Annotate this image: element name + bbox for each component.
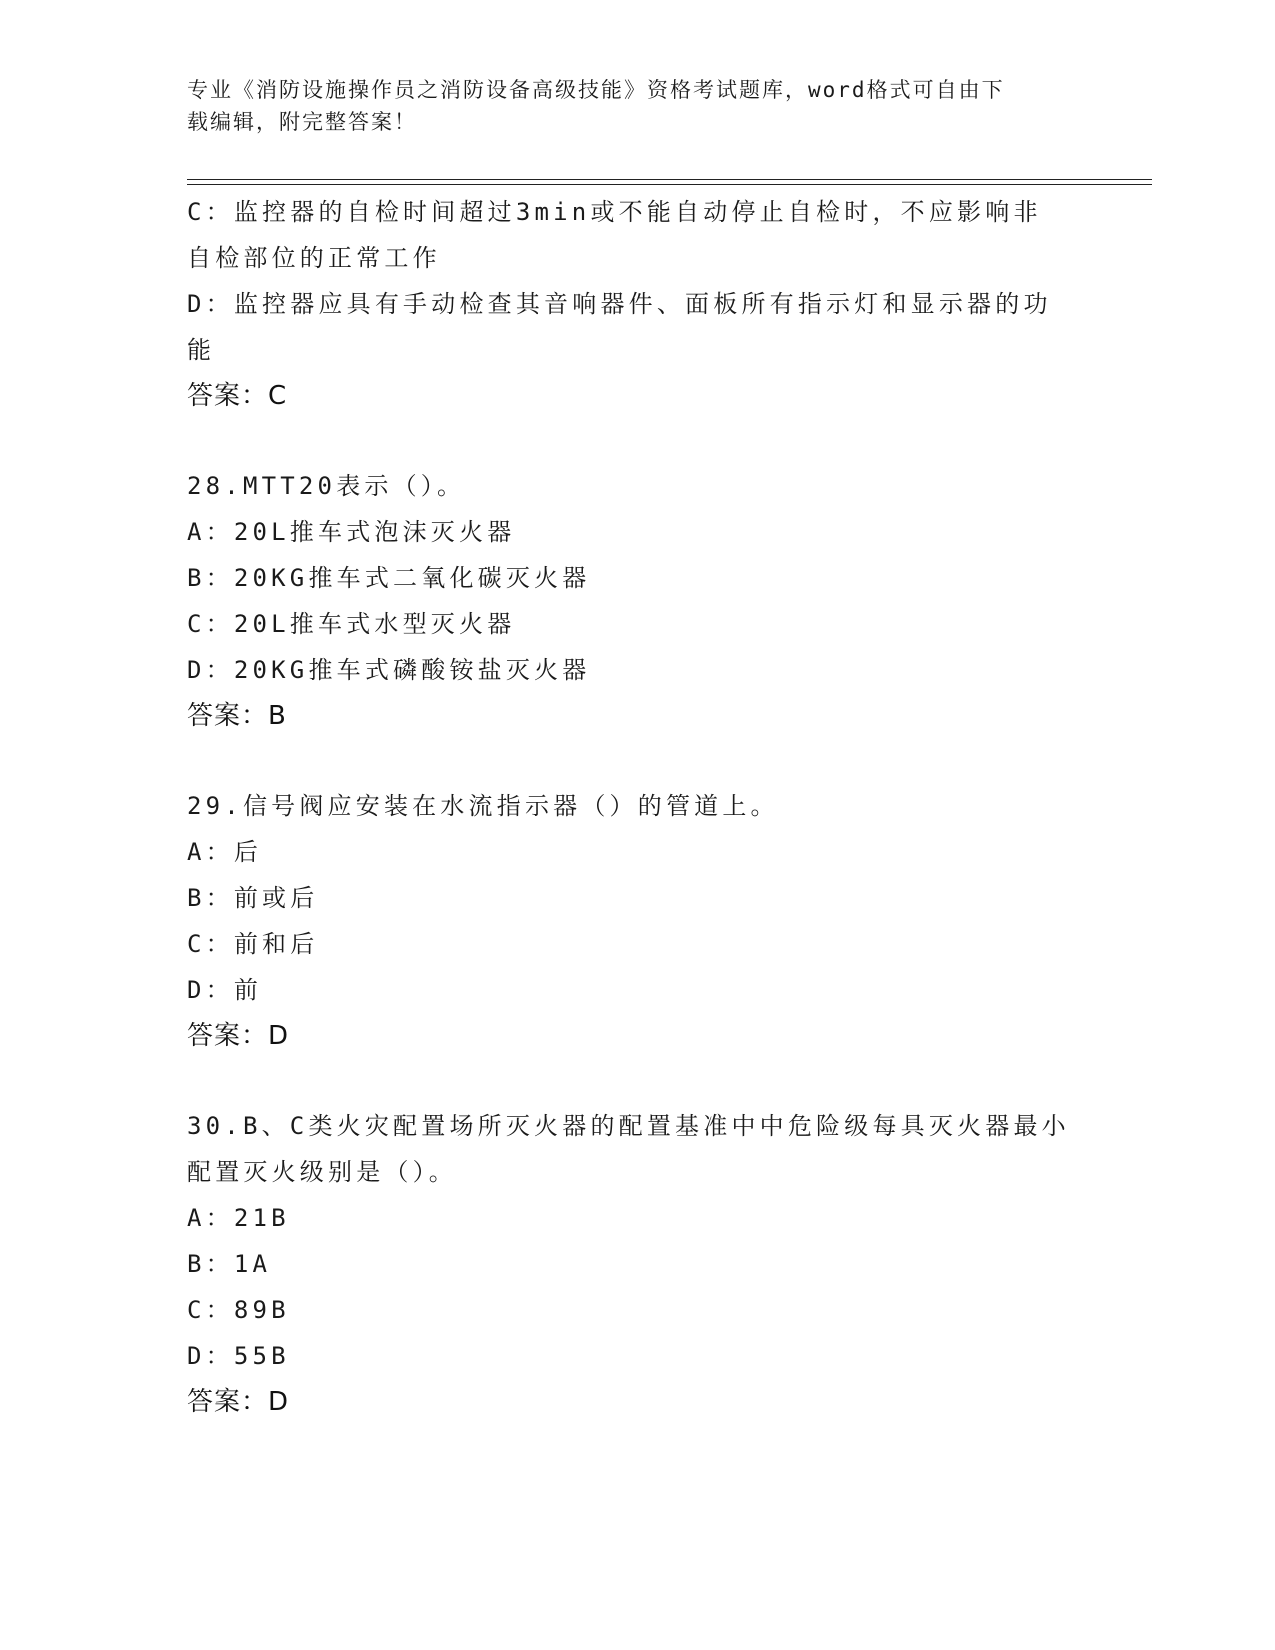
option-a: A：后: [187, 838, 263, 866]
answer-line: 答案：C: [187, 381, 288, 411]
option-d-line-2: 能: [187, 336, 216, 364]
option-d-line-1: D：监控器应具有手动检查其音响器件、面板所有指示灯和显示器的功: [187, 290, 1052, 318]
header-divider-bottom: [187, 184, 1152, 185]
option-c: C：20L推车式水型灭火器: [187, 610, 516, 638]
answer-line: 答案：B: [187, 701, 287, 731]
option-b: B：前或后: [187, 884, 319, 912]
spacer: [187, 1059, 1087, 1103]
header-line-2: 载编辑，附完整答案！: [187, 110, 417, 134]
question-29: [187, 783, 1087, 1059]
header-line-1: 专业《消防设施操作员之消防设备高级技能》资格考试题库，word格式可自由下: [187, 78, 1005, 102]
question-stem: 28.MTT20表示（）。: [187, 472, 466, 500]
option-d: D：55B: [187, 1342, 290, 1370]
spacer: [187, 739, 1087, 783]
option-c-line-2: 自检部位的正常工作: [187, 244, 441, 272]
question-30: [187, 1103, 1087, 1425]
option-c-line-1: C：监控器的自检时间超过3min或不能自动停止自检时，不应影响非: [187, 198, 1042, 226]
question-stem: 30.B、C类火灾配置场所灭火器的配置基准中中危险级每具灭火器最小: [187, 1112, 1070, 1140]
option-b: B：20KG推车式二氧化碳灭火器: [187, 564, 591, 592]
option-a: A：20L推车式泡沫灭火器: [187, 518, 516, 546]
option-b: B：1A: [187, 1250, 272, 1278]
question-27-continued: [187, 189, 1087, 419]
question-stem-continued: 配置灭火级别是（）。: [187, 1158, 457, 1186]
page-header: [187, 74, 1067, 138]
option-c: C：89B: [187, 1296, 290, 1324]
option-c: C：前和后: [187, 930, 319, 958]
question-28: [187, 463, 1087, 739]
spacer: [187, 419, 1087, 463]
answer-line: 答案：D: [187, 1387, 290, 1417]
question-stem: 29.信号阀应安装在水流指示器（）的管道上。: [187, 792, 779, 820]
option-a: A：21B: [187, 1204, 290, 1232]
option-d: D：前: [187, 976, 263, 1004]
option-d: D：20KG推车式磷酸铵盐灭火器: [187, 656, 591, 684]
answer-line: 答案：D: [187, 1021, 290, 1051]
header-divider-top: [187, 179, 1152, 180]
document-body: [187, 189, 1087, 1425]
